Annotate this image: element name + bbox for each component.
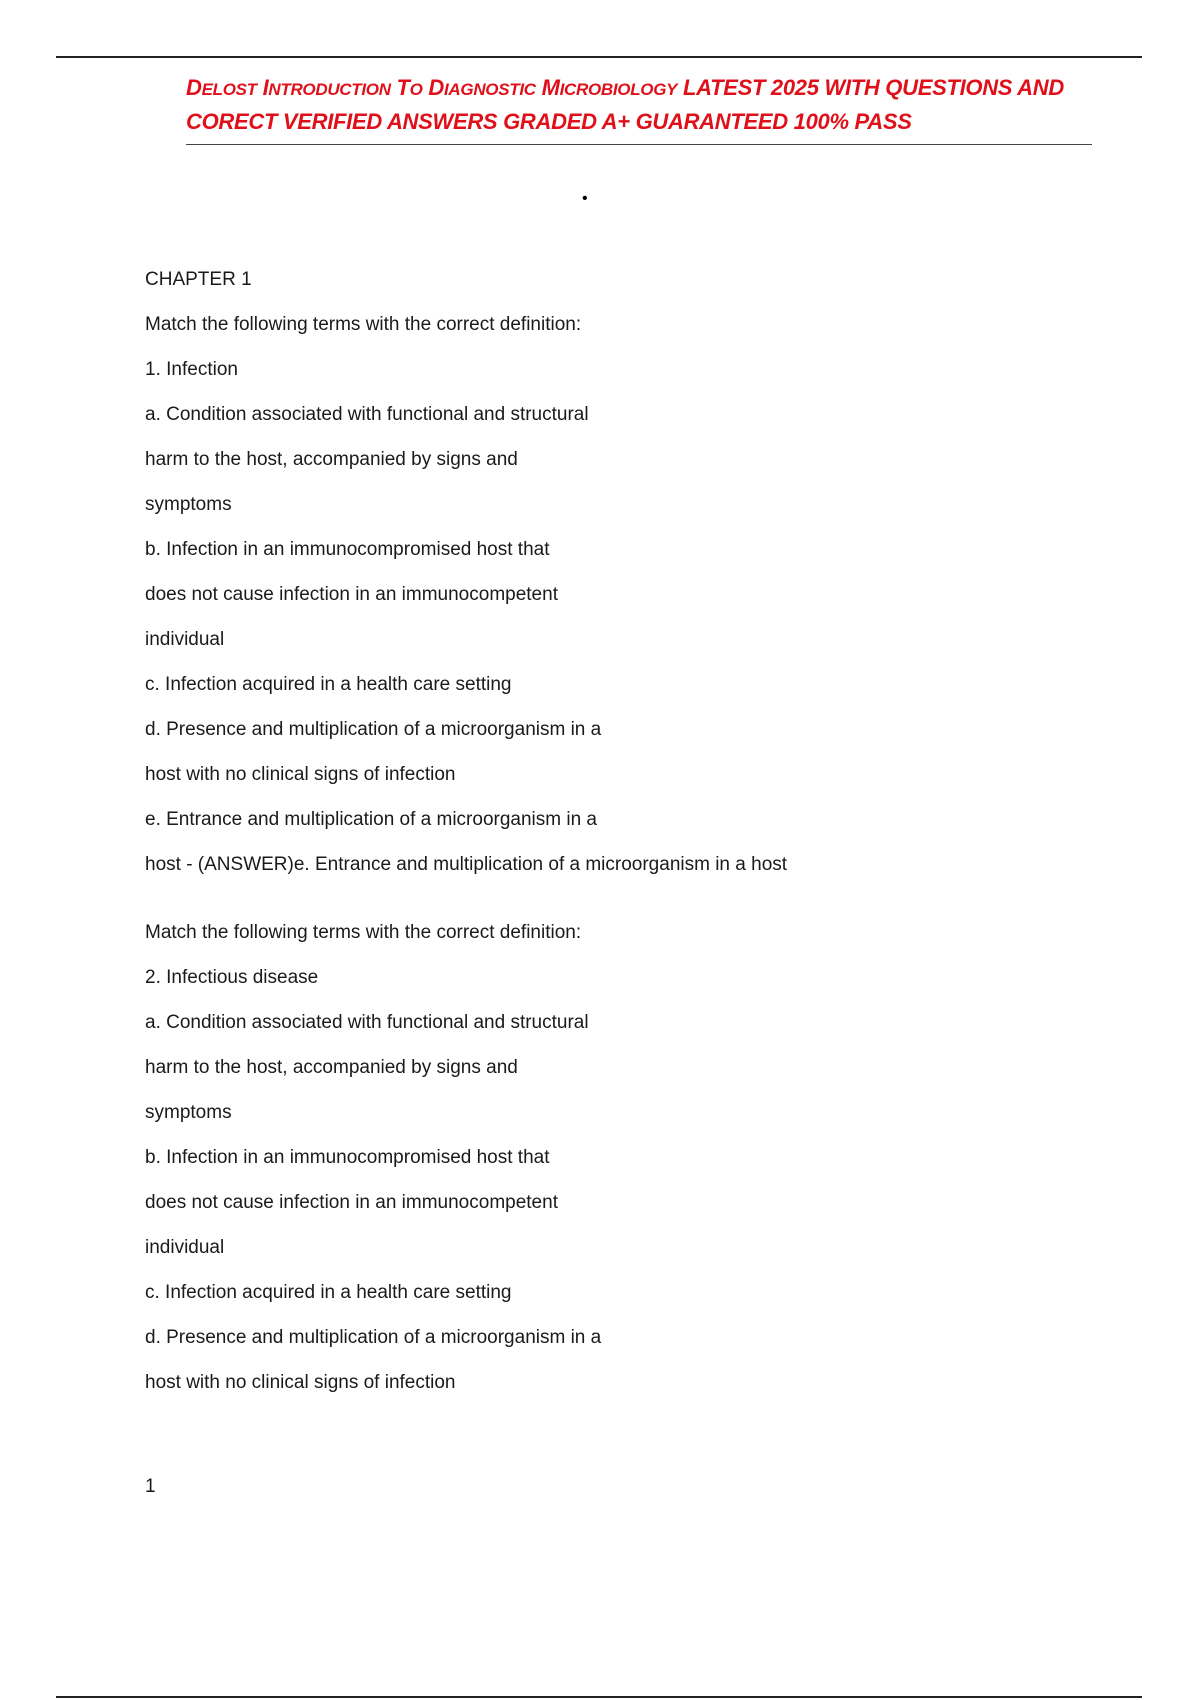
- question-prompt: Match the following terms with the correct definition:: [145, 314, 582, 335]
- header-small-caps-word: DIAGNOSTIC: [428, 75, 536, 100]
- question-term: 2. Infectious disease: [145, 967, 319, 988]
- answer-line: host with no clinical signs of infection: [145, 1372, 456, 1393]
- answer-line: c. Infection acquired in a health care setting: [145, 1282, 512, 1303]
- answer-line: symptoms: [145, 494, 232, 515]
- answer-line: does not cause infection in an immunocompetent: [145, 1192, 558, 1213]
- answer-line: harm to the host, accompanied by signs and: [145, 449, 518, 470]
- header-small-caps-title: [186, 75, 683, 100]
- answer-line: host - (ANSWER)e. Entrance and multiplication of a microorganism in a host: [145, 854, 788, 875]
- top-rule: [56, 56, 1142, 58]
- answer-line: does not cause infection in an immunocompetent: [145, 584, 558, 605]
- bullet-mark: •: [582, 190, 588, 207]
- header-small-caps-word: DELOST: [186, 75, 257, 100]
- answer-line: harm to the host, accompanied by signs and: [145, 1057, 518, 1078]
- answer-line: b. Infection in an immunocompromised host that: [145, 1147, 550, 1168]
- header-small-caps-word: MICROBIOLOGY: [541, 75, 678, 100]
- document-header: [186, 72, 1092, 145]
- page-number: 1: [145, 1476, 156, 1497]
- document-body: [145, 268, 1145, 1416]
- header-title-rest: LATEST 2025 WITH QUESTIONS AND: [683, 75, 1064, 100]
- answer-line: c. Infection acquired in a health care setting: [145, 674, 512, 695]
- answer-line: d. Presence and multiplication of a microorganism in a: [145, 1327, 602, 1348]
- answer-line: host with no clinical signs of infection: [145, 764, 456, 785]
- header-title-line-1: [186, 72, 1092, 106]
- answer-line: e. Entrance and multiplication of a microorganism in a: [145, 809, 598, 830]
- answer-line: b. Infection in an immunocompromised host that: [145, 539, 550, 560]
- header-small-caps-word: INTRODUCTION: [262, 75, 391, 100]
- answer-line: a. Condition associated with functional and structural: [145, 404, 589, 425]
- answer-line: symptoms: [145, 1102, 232, 1123]
- answer-line: individual: [145, 629, 225, 650]
- chapter-heading: CHAPTER 1: [145, 269, 252, 290]
- answer-line: individual: [145, 1237, 225, 1258]
- answer-line: a. Condition associated with functional and structural: [145, 1012, 589, 1033]
- bottom-rule: [56, 1696, 1142, 1698]
- question-term: 1. Infection: [145, 359, 238, 380]
- answer-line: d. Presence and multiplication of a microorganism in a: [145, 719, 602, 740]
- header-small-caps-word: TO: [396, 75, 423, 100]
- question-prompt: Match the following terms with the correct definition:: [145, 922, 582, 943]
- header-title-line-2: CORECT VERIFIED ANSWERS GRADED A+ GUARANTEED 100% PASS: [186, 109, 912, 134]
